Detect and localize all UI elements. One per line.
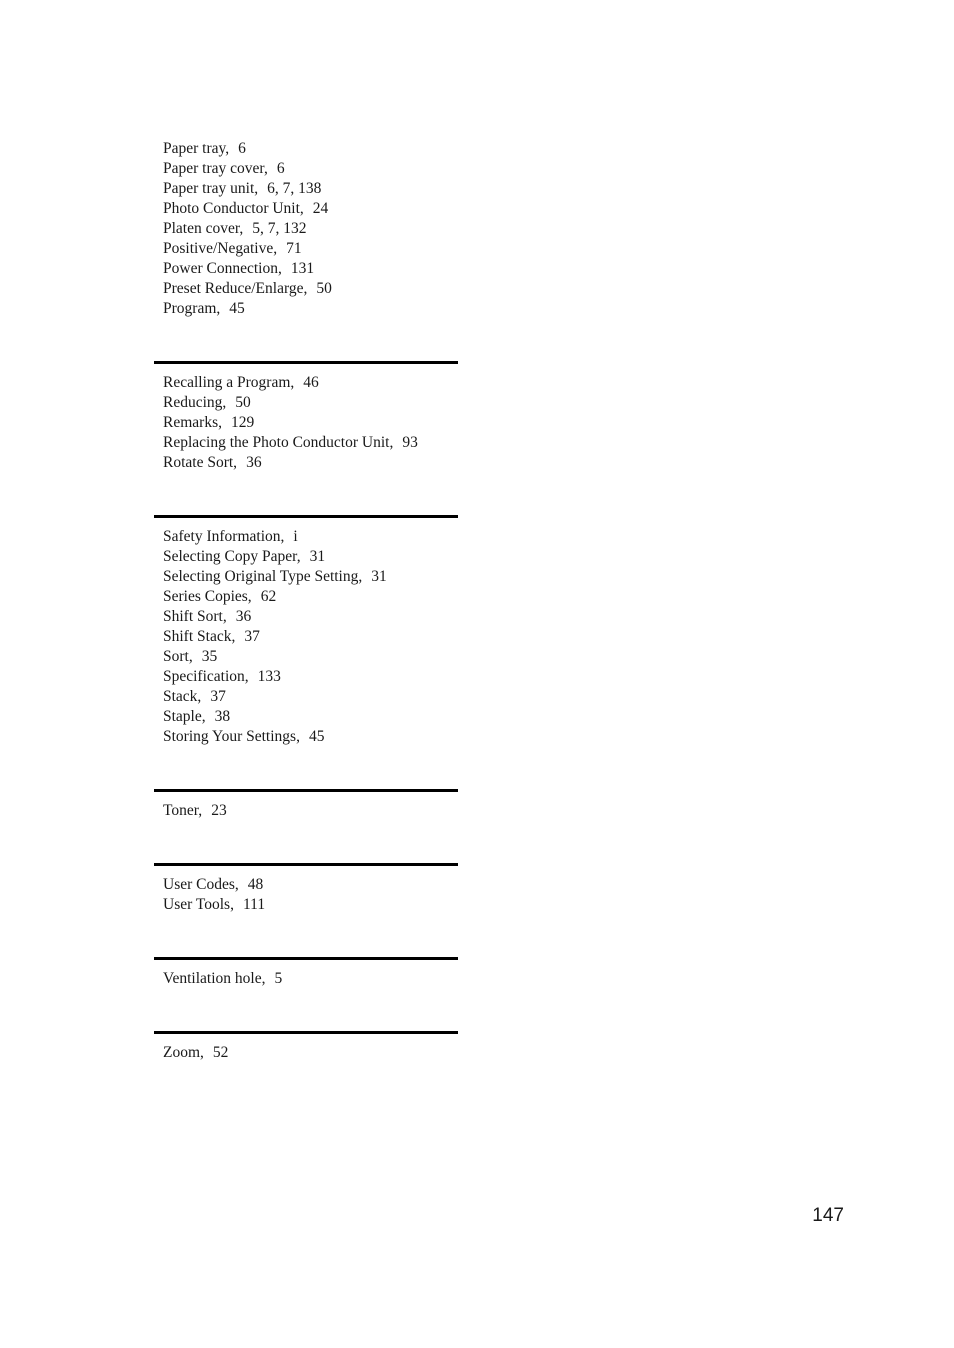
index-entry [163,527,458,547]
index-entries [154,373,458,473]
index-entry [163,547,458,567]
index-term: Replacing the Photo Conductor Unit, [163,434,394,451]
index-entries [154,527,458,747]
index-term: Photo Conductor Unit, [163,200,304,217]
index-term: User Codes, [163,876,239,893]
index-page-refs: 36 [235,608,252,625]
index-term: Program, [163,300,221,317]
index-term: Stack, [163,688,202,705]
index-page-refs: 35 [201,648,218,665]
index-page-refs: 45 [229,300,245,317]
index-entries [154,969,458,989]
index-term: Paper tray, [163,140,230,157]
index-page-refs: 50 [235,394,251,411]
index-entry [163,159,458,179]
index-page-refs: 111 [242,896,266,913]
index-term: Recalling a Program, [163,374,295,391]
index-term: Staple, [163,708,206,725]
index-entry [163,727,458,747]
index-page-refs: 36 [246,454,262,471]
index-term: Series Copies, [163,588,252,605]
index-page-refs: 52 [212,1044,229,1061]
index-page-refs: 129 [230,414,255,431]
index-page-refs: 62 [260,588,277,605]
index-page-refs: 71 [286,240,302,257]
index-entry [163,587,458,607]
index-page-refs: 131 [290,260,315,277]
index-page-refs: 46 [303,374,319,391]
index-entry [163,239,458,259]
index-term: Power Connection, [163,260,282,277]
index-entries [154,875,458,915]
index-page-refs: 38 [214,708,231,725]
index-term: Rotate Sort, [163,454,238,471]
index-group [154,515,458,789]
index-term: Reducing, [163,394,227,411]
index-group [154,361,458,515]
index-page-refs: 45 [308,728,325,745]
index-term: Remarks, [163,414,222,431]
index-listing [154,139,458,1063]
index-page-refs: 37 [210,688,226,705]
index-term: Storing Your Settings, [163,728,300,745]
index-term: Selecting Copy Paper, [163,548,301,565]
index-page-refs: 6, 7, 138 [267,180,322,197]
index-group [154,957,458,1031]
index-page-refs: 48 [247,876,264,893]
index-entry [163,567,458,587]
index-page-refs: 93 [402,434,418,451]
index-entries [154,1043,458,1063]
index-entries [154,139,458,319]
index-page-refs: 23 [211,802,227,819]
index-entry [163,687,458,707]
index-group [154,863,458,957]
index-entry [163,373,458,393]
index-term: Sort, [163,648,193,665]
index-entry [163,627,458,647]
index-entry [163,179,458,199]
index-term: Preset Reduce/Enlarge, [163,280,308,297]
index-entry [163,139,458,159]
index-page-refs: 133 [257,668,281,685]
index-entry [163,219,458,239]
index-term: Selecting Original Type Setting, [163,568,363,585]
index-page-refs: 5, 7, 132 [252,220,307,237]
page-number: 147 [812,1205,844,1226]
index-entry [163,647,458,667]
index-term: Shift Stack, [163,628,236,645]
index-entry [163,667,458,687]
index-term: Paper tray cover, [163,160,268,177]
index-entry [163,707,458,727]
index-term: Safety Information, [163,528,285,545]
index-term: Zoom, [163,1044,204,1061]
index-page-refs: 50 [316,280,332,297]
index-page-refs: 6 [238,140,246,157]
index-page-refs: 24 [312,200,329,217]
index-entry [163,413,458,433]
index-term: Paper tray unit, [163,180,259,197]
index-entry [163,299,458,319]
index-entry [163,801,458,821]
index-entry [163,433,458,453]
index-page-refs: 6 [276,160,285,177]
index-entry [163,279,458,299]
index-group [154,789,458,863]
index-group [154,139,458,361]
index-entry [163,969,458,989]
index-entry [163,199,458,219]
index-page-refs: 37 [244,628,260,645]
index-term: User Tools, [163,896,234,913]
index-group [154,1031,458,1063]
index-term: Positive/Negative, [163,240,278,257]
index-page-refs: 31 [371,568,387,585]
index-term: Shift Sort, [163,608,227,625]
index-page-refs: i [293,528,298,545]
index-entry [163,453,458,473]
index-term: Platen cover, [163,220,244,237]
index-entry [163,607,458,627]
index-page-refs: 5 [274,970,283,987]
index-entry [163,895,458,915]
index-page-refs: 31 [309,548,326,565]
index-entry [163,1043,458,1063]
index-entry [163,259,458,279]
index-entry [163,393,458,413]
index-term: Toner, [163,802,203,819]
index-term: Specification, [163,668,249,685]
index-entry [163,875,458,895]
index-entries [154,801,458,821]
index-term: Ventilation hole, [163,970,266,987]
